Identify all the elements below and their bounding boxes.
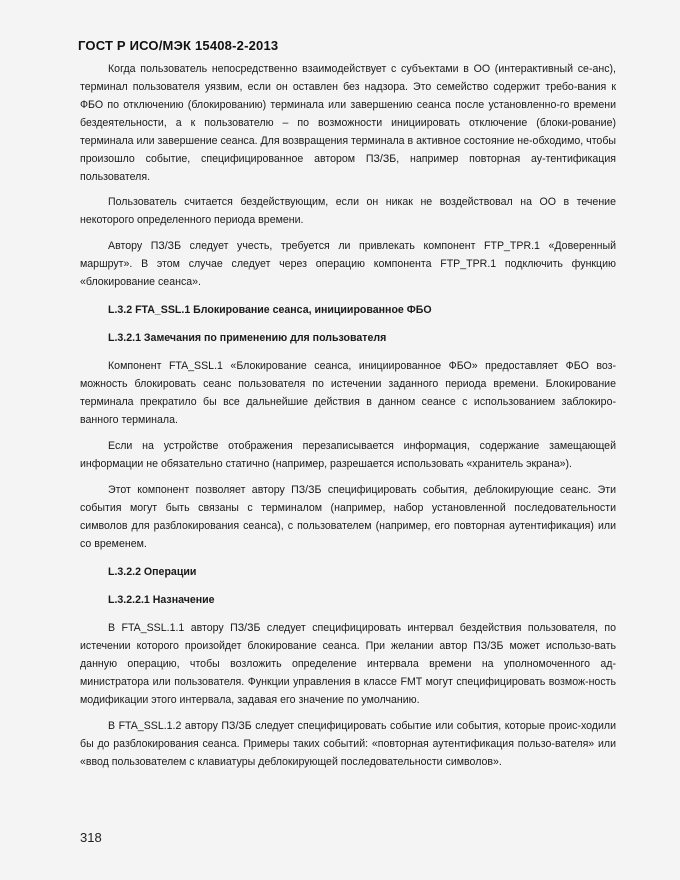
heading-l-3-2-2: L.3.2.2 Операции	[108, 566, 197, 578]
document-body	[80, 60, 616, 779]
heading-l-3-2: L.3.2 FTA_SSL.1 Блокирование сеанса, инициированное ФБО	[108, 304, 432, 316]
standard-header: ГОСТ Р ИСО/МЭК 15408-2-2013	[78, 38, 279, 53]
paragraph-3: Автору ПЗ/ЗБ следует учесть, требуется ли привлекать компонент FTP_TPR.1 «Доверенный маршрут». В этом случае следует через операцию компонента FTP_TPR.1 подключить функцию «блокирование сеанса».	[80, 240, 616, 288]
paragraph-5: Если на устройстве отображения перезаписывается информация, содержание замещающей информации не обязательно статично (например, разрешается использовать «хранитель экрана»).	[80, 440, 616, 470]
heading-l-3-2-2-1: L.3.2.2.1 Назначение	[108, 594, 215, 606]
page-number: 318	[80, 830, 102, 845]
paragraph-7: В FTA_SSL.1.1 автору ПЗ/ЗБ следует специфицировать интервал бездействия пользователя, по истечении которого произойдет блокирование сеанса. При желании автор ПЗ/ЗБ может использо-вать данную операцию, чтобы возложить определение интервала времени на уполномоченного ад-министратора или пользователя. Функции управления в классе FMT могут специфицировать возмож-ность модификации этого интервала, задавая его значение по умолчанию.	[80, 622, 616, 706]
paragraph-8: В FTA_SSL.1.2 автору ПЗ/ЗБ следует специфицировать событие или события, которые проис-ходили бы до разблокирования сеанса. Примеры таких событий: «повторная аутентификация пользо-вателя» или «ввод пользователем с клавиатуры деблокирующей последовательности символов».	[80, 720, 616, 768]
heading-l-3-2-1: L.3.2.1 Замечания по применению для пользователя	[108, 332, 387, 344]
paragraph-6: Этот компонент позволяет автору ПЗ/ЗБ специфицировать события, деблокирующие сеанс. Эти события могут быть связаны с терминалом (например, набор установленной последовательности символов для разблокирования сеанса), с пользователем (например, его повторная аутентификация) или со временем.	[80, 484, 616, 550]
paragraph-2: Пользователь считается бездействующим, если он никак не воздействовал на ОО в течение некоторого определенного периода времени.	[80, 196, 616, 226]
paragraph-4: Компонент FTA_SSL.1 «Блокирование сеанса, инициированное ФБО» предоставляет ФБО воз-можность блокировать сеанс пользователя по истечении заданного периода времени. Блокирование терминала прекратило бы все дальнейшие действия в данном сеансе с использованием заблокиро-ванного терминала.	[80, 360, 616, 426]
paragraph-1: Когда пользователь непосредственно взаимодействует с субъектами в ОО (интерактивный се-анс), терминал пользователя уязвим, если он оставлен без надзора. Это семейство содержит требо-вания к ФБО по отключению (блокированию) терминала или завершению сеанса после установленно-го времени бездеятельности, а к пользователю – по возможности инициировать отключение (блоки-рование) терминала или завершение сеанса. Для возвращения терминала в активное состояние не-обходимо, чтобы произошло событие, специфицированное автором ПЗ/ЗБ, например повторная ау-тентификация пользователя.	[80, 63, 616, 183]
